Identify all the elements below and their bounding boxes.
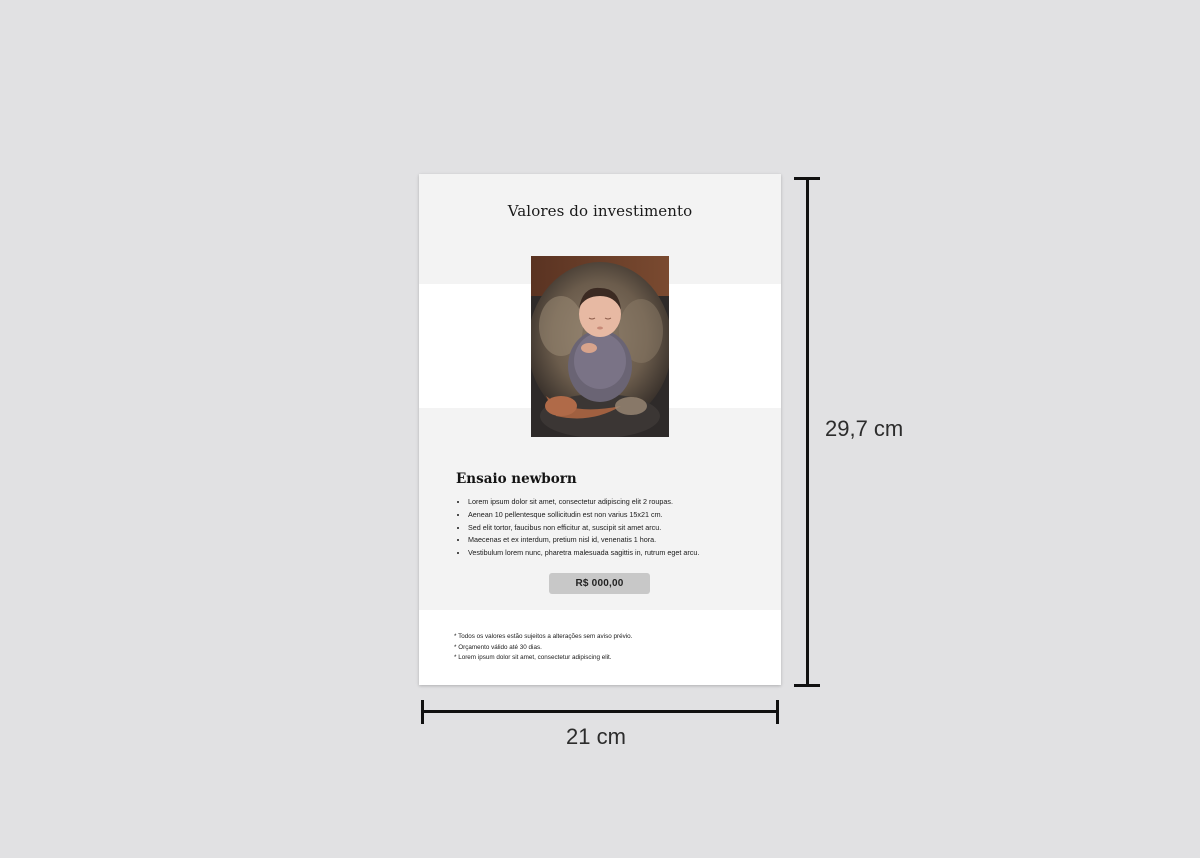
list-item: • Sed elit tortor, faucibus non efficitur at, suscipit sit amet arcu. — [468, 522, 778, 535]
list-item: • Vestibulum lorem nunc, pharetra malesuada sagittis in, rutrum eget arcu. — [468, 547, 778, 560]
list-item: • Maecenas et ex interdum, pretium nisl id, venenatis 1 hora. — [468, 534, 778, 547]
package-title: Ensaio newborn — [456, 471, 577, 487]
height-dimension-cap-top — [794, 177, 820, 180]
footnote: * Todos os valores estão sujeitos a alterações sem aviso prévio. — [454, 633, 633, 640]
height-dimension-line — [806, 178, 809, 686]
package-items-list — [456, 496, 778, 560]
height-dimension-cap-bottom — [794, 684, 820, 687]
a4-sheet — [419, 174, 781, 685]
footnotes — [454, 632, 764, 664]
price-button[interactable]: R$ 000,00 — [549, 573, 650, 594]
width-dimension-cap-left — [421, 700, 424, 724]
footnote: * Lorem ipsum dolor sit amet, consectetur adipiscing elit. — [454, 654, 612, 661]
sheet-title: Valores do investimento — [507, 202, 693, 220]
width-label: 21 cm — [566, 724, 626, 749]
width-dimension-line — [421, 710, 779, 713]
width-dimension-cap-right — [776, 700, 779, 724]
newborn-photo — [531, 256, 669, 437]
list-item: • Aenean 10 pellentesque sollicitudin est non varius 15x21 cm. — [468, 509, 778, 522]
height-label: 29,7 cm — [825, 416, 904, 441]
footnote: * Orçamento válido até 30 dias. — [454, 643, 542, 651]
list-item: • Lorem ipsum dolor sit amet, consectetur adipiscing elit 2 roupas. — [468, 496, 778, 509]
